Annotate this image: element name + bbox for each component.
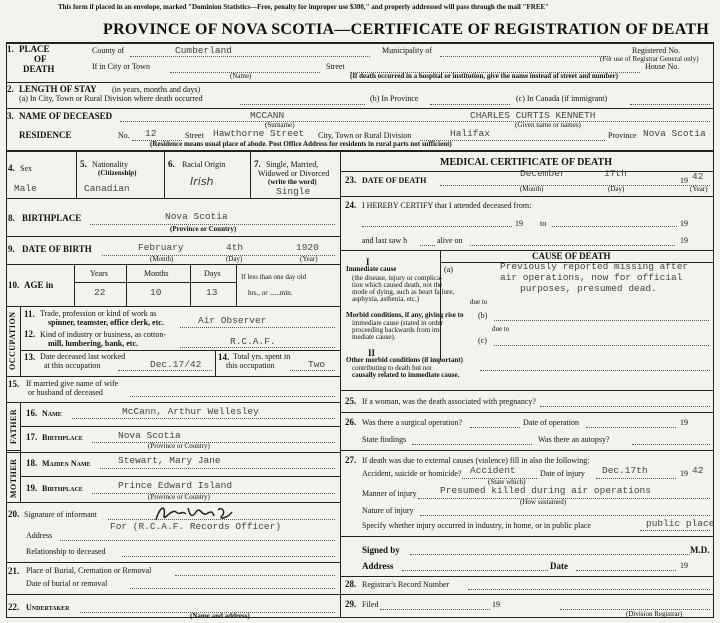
burial-label: Place of Burial, Cremation or Removal [26, 566, 152, 575]
field-number: 2. [7, 84, 14, 94]
caption: (Surname) [265, 121, 295, 129]
field-number: 22. [8, 602, 20, 612]
morbid-note: immediate cause (stated in order [352, 319, 443, 327]
row-rule [340, 576, 714, 577]
last-worked-label: Date deceased last worked [40, 352, 126, 361]
state-findings-line [412, 444, 532, 445]
last-worked-value: Dec.17/42 [150, 359, 202, 370]
father-birthplace-value: Nova Scotia [118, 430, 181, 441]
certify-label: I HEREBY CERTIFY that I attended deceased from: [362, 201, 532, 210]
birthplace-label: BIRTHPLACE [22, 213, 82, 223]
stay-a: (a) In City, Town or Rural Division where death occurred [19, 94, 203, 103]
registered-no-label: Registered No. [632, 46, 680, 55]
year-prefix: 19 [680, 219, 688, 228]
section-ii-label: II [368, 348, 376, 358]
section-i-label: I [366, 257, 370, 267]
cell-divider [250, 150, 251, 198]
last-saw-label: and last saw h [362, 236, 408, 245]
caption: (Month) [520, 185, 544, 193]
field-number: 15. [8, 379, 20, 389]
total-years-label: this occupation [226, 361, 275, 370]
row-rule [6, 452, 340, 453]
caption: (Year) [690, 185, 708, 193]
parents-split [6, 450, 20, 451]
caption: (Given name or names) [515, 121, 581, 129]
row-rule [340, 196, 714, 197]
specify-value: public place [646, 518, 715, 529]
house-label: House No. [645, 62, 680, 71]
cause-value: purposes, presumed dead. [520, 283, 657, 294]
signed-by-label: Signed by [362, 545, 400, 555]
surgery-label: Was there a surgical operation? [362, 418, 463, 427]
father-label: FATHER [9, 408, 18, 444]
dod-year: 42 [692, 171, 704, 182]
field-number: 29. [345, 599, 357, 609]
trade-line [180, 327, 335, 328]
months-value: 10 [150, 287, 162, 298]
row-rule [6, 376, 340, 377]
residence-street-label: Street [185, 131, 204, 140]
morbid-conditions-label: Morbid conditions, if any, giving rise to [346, 311, 464, 319]
field-number: 7. [254, 159, 261, 169]
cell-divider [236, 264, 237, 306]
accident-label: Accident, suicide or homicide? [362, 469, 462, 478]
row-rule [340, 536, 714, 537]
morbid-note: proceeding backwards from im- [352, 326, 442, 334]
row-rule [340, 450, 714, 451]
row-rule [6, 198, 340, 199]
racial-origin-value: Irish [190, 175, 214, 188]
nationality-value: Canadian [84, 183, 130, 194]
row-rule [20, 426, 340, 427]
dod-year-prefix: 19 [680, 176, 688, 185]
spouse-label: If married give name of wife [26, 379, 119, 388]
alive-on-line [470, 245, 675, 246]
dod-line [440, 185, 710, 186]
mother-label: MOTHER [9, 458, 18, 498]
other-conditions-note: causally related to immediate cause. [352, 371, 460, 379]
injury-year: 42 [692, 465, 704, 476]
informant-address-label: Address [26, 531, 53, 540]
residence-street-value: Hawthorne Street [213, 128, 305, 139]
marital-status-note: (write the word) [268, 178, 317, 186]
marital-status-label: Single, Married, [266, 160, 319, 169]
top-rule [6, 42, 714, 44]
county-line [130, 56, 370, 57]
years-label: Years [90, 269, 108, 278]
stay-b-line [430, 104, 510, 105]
last-worked-line [118, 370, 212, 371]
nature-label: Nature of injury [362, 506, 414, 515]
certificate-title: PROVINCE OF NOVA SCOTIA—CERTIFICATE OF REGISTRATION OF DEATH [103, 21, 710, 38]
attended-from-line [362, 226, 512, 227]
due-to-label: due to [492, 325, 510, 333]
external-causes-label: If death was due to external causes (violence) fill in also the following: [362, 456, 590, 465]
age-label: AGE in [24, 280, 54, 290]
father-birthplace-label: Birthplace [42, 433, 83, 442]
nationality-note: (Citizenship) [98, 169, 137, 177]
dob-month: February [138, 242, 184, 253]
operation-date-line [586, 427, 676, 428]
father-birthplace-line [92, 442, 335, 443]
row-rule [6, 82, 714, 83]
field-number: 5. [80, 159, 87, 169]
mother-birthplace-label: Birthplace [42, 484, 83, 493]
place-label: PLACE [19, 44, 50, 54]
informant-for-value: For (R.C.A.F. Records Officer) [110, 521, 282, 532]
cause-column-divider [440, 250, 441, 360]
row-rule [6, 594, 340, 595]
year-prefix: 19 [492, 600, 500, 609]
immediate-cause-note: (the disease, injury or complica- [352, 274, 443, 282]
morbid-note: mediate cause). [352, 333, 396, 341]
cell-divider [76, 150, 77, 198]
field-number: 17. [26, 432, 38, 442]
field-number: 21. [8, 566, 20, 576]
mother-birthplace-line [92, 493, 335, 494]
mother-name-label: Maiden Name [42, 459, 91, 468]
total-years-line [290, 370, 335, 371]
doctor-date-line [576, 570, 676, 571]
father-name-value: McCann, Arthur Wellesley [122, 406, 259, 417]
cell-rule [74, 282, 236, 283]
row-rule [340, 594, 714, 595]
residence-label: RESIDENCE [19, 130, 72, 140]
row-rule [6, 306, 340, 307]
burial-line [175, 575, 335, 576]
residence-province-label: Province [608, 131, 637, 140]
industry-label: mill, lumbering, bank, etc. [48, 339, 139, 348]
age-note: hrs., or ......min. [248, 289, 293, 297]
caption: (State which) [488, 478, 526, 486]
operation-date-label: Date of operation [523, 418, 579, 427]
field-number: 8. [8, 213, 15, 223]
field-number: 26. [345, 417, 357, 427]
dod-label: DATE OF DEATH [362, 176, 427, 185]
caption: (Name and address) [190, 612, 250, 620]
field-number: 11. [24, 309, 35, 319]
row-rule [340, 412, 714, 413]
row-rule [6, 402, 340, 403]
marital-status-label: Widowed or Divorced [258, 169, 330, 178]
autopsy-line [632, 444, 710, 445]
stay-note: (in years, months and days) [112, 85, 201, 94]
informant-label: Signature of informant [24, 510, 97, 519]
dod-month: December [520, 168, 566, 179]
dob-year: 1920 [296, 242, 319, 253]
marital-status-value: Single [276, 186, 311, 197]
pregnancy-label: If a woman, was the death associated with pregnancy? [362, 397, 536, 406]
field-number: 24. [345, 200, 357, 210]
field-number: 23. [345, 175, 357, 185]
manner-label: Manner of injury [362, 489, 417, 498]
other-conditions-note: contributing to death but not [352, 364, 432, 372]
doctor-address-line [402, 570, 548, 571]
field-number: 28. [345, 579, 357, 589]
mother-birthplace-value: Prince Edward Island [118, 480, 233, 491]
year-prefix: 19 [515, 219, 523, 228]
row-rule [340, 390, 714, 391]
hospital-note: (If death occurred in a hospital or institution, give the name instead of street and number) [350, 72, 618, 80]
registered-no-note: (For use of Registrar General only) [600, 55, 699, 63]
name-line [120, 121, 710, 122]
field-number: 18. [26, 458, 38, 468]
cause-c-label: (c) [478, 336, 487, 345]
row-rule [340, 250, 714, 251]
stay-c-line [630, 104, 710, 105]
row-rule [6, 264, 340, 265]
doctor-address-label: Address [362, 561, 394, 571]
caption: (Day) [608, 185, 625, 193]
cause-b-line [494, 320, 709, 321]
caption: (How sustained) [520, 498, 567, 506]
year-prefix: 19 [680, 418, 688, 427]
manner-value: Presumed killed during air operations [440, 485, 651, 496]
city-label: If in City or Town [92, 62, 150, 71]
burial-date-line [130, 588, 335, 589]
row-rule [6, 108, 714, 109]
due-to-label: due to [470, 298, 488, 306]
days-label: Days [204, 269, 221, 278]
residence-city-value: Halifax [450, 128, 490, 139]
cause-of-death-title: CAUSE OF DEATH [532, 251, 611, 261]
residence-no-value: 12 [145, 128, 157, 139]
field-number: 13. [24, 352, 36, 362]
other-conditions-line [480, 370, 710, 371]
municipality-label: Municipality of [382, 46, 432, 55]
caption: (Name) [230, 72, 252, 80]
field-number: 14. [218, 352, 230, 362]
attended-to-line [552, 226, 677, 227]
nature-line [420, 515, 710, 516]
field-number: 20. [8, 509, 20, 519]
injury-date-value: Dec.17th [602, 465, 648, 476]
father-name-line [72, 418, 335, 419]
years-value: 22 [94, 287, 106, 298]
injury-date-line [596, 478, 676, 479]
undertaker-label: Undertaker [26, 603, 70, 612]
dob-label: DATE OF BIRTH [22, 244, 92, 254]
cause-a-label: (a) [444, 265, 453, 274]
field-number: 25. [345, 396, 357, 406]
row-rule [6, 236, 340, 237]
row-rule [20, 350, 340, 351]
cause-value: air operations, now for official [500, 272, 683, 283]
mail-notice: This form if placed in an envelope, marked "Dominion Statistics—Free, penalty for improper use $300," and properly addressed will pass through the mail "FREE" [58, 3, 550, 11]
sex-value: Male [14, 183, 37, 194]
medical-certificate-title: MEDICAL CERTIFICATE OF DEATH [440, 157, 612, 168]
surgery-line [470, 427, 520, 428]
residence-province-value: Nova Scotia [643, 128, 706, 139]
mother-name-value: Stewart, Mary Jane [118, 455, 221, 466]
residence-city-label: City, Town or Rural Division [318, 131, 412, 140]
racial-origin-label: Racial Origin [182, 160, 226, 169]
place-label: OF [34, 54, 47, 64]
dod-day: 17th [604, 168, 627, 179]
registrar-record-line [468, 589, 710, 590]
column-divider [340, 150, 341, 618]
caption: (Division Registrar) [626, 610, 683, 618]
mother-name-line [100, 468, 335, 469]
field-number: 27. [345, 455, 357, 465]
stay-label: LENGTH OF STAY [19, 84, 97, 94]
deceased-label: NAME OF DECEASED [19, 111, 113, 121]
dob-day: 4th [226, 242, 244, 253]
caption: (Year) [300, 255, 318, 263]
field-number: 9. [8, 244, 15, 254]
last-worked-label: at this occupation [44, 361, 101, 370]
industry-value: R.C.A.F. [230, 336, 276, 347]
year-prefix: 19 [680, 561, 688, 570]
last-saw-line [420, 245, 435, 246]
cell-divider [190, 264, 191, 306]
relationship-line [122, 556, 335, 557]
row-rule [20, 476, 340, 477]
industry-label: Kind of industry or business, as cotton- [40, 330, 166, 339]
field-number: 3. [7, 111, 14, 121]
stay-b: (b) In Province [370, 94, 419, 103]
autopsy-label: Was there an autopsy? [538, 435, 610, 444]
md-label: M.D. [690, 545, 710, 555]
burial-date-label: Date of burial or removal [26, 579, 108, 588]
industry-line [180, 347, 335, 348]
trade-value: Air Observer [198, 315, 267, 326]
field-number: 4. [8, 163, 15, 173]
pregnancy-line [540, 406, 710, 407]
caption: (Province or Country) [170, 225, 237, 233]
nationality-label: Nationality [92, 160, 128, 169]
injury-date-label: Date of injury [540, 469, 585, 478]
county-label: County of [92, 46, 125, 55]
cell-divider [74, 264, 75, 306]
row-rule [6, 150, 714, 152]
other-conditions-label: Other morbid conditions (if important) [346, 356, 463, 364]
year-prefix: 19 [680, 236, 688, 245]
given-name-value: CHARLES CURTIS KENNETH [470, 110, 596, 121]
trade-label: Trade, profession or kind of work as [40, 309, 157, 318]
field-number: 19. [26, 483, 38, 493]
to-label: to [540, 219, 547, 228]
field-number: 1. [7, 44, 14, 54]
cell-divider [215, 350, 216, 376]
street-label: Street [326, 62, 345, 71]
place-label: DEATH [23, 64, 55, 74]
stay-a-line [240, 104, 365, 105]
age-note: If less than one day old [241, 273, 307, 281]
cause-b-label: (b) [478, 311, 488, 320]
informant-address-line [60, 540, 335, 541]
months-label: Months [144, 269, 169, 278]
relationship-label: Relationship to deceased [26, 547, 106, 556]
immediate-cause-label: Immediate cause [346, 265, 397, 273]
cell-divider [164, 150, 165, 198]
cell-divider [126, 264, 127, 306]
father-name-label: Name [42, 409, 62, 418]
registrar-record-label: Registrar's Record Number [362, 580, 450, 589]
trade-label: spinner, teamster, office clerk, etc. [48, 318, 164, 327]
sex-label: Sex [20, 164, 32, 173]
cause-value: Previously reported missing after [500, 261, 689, 272]
caption: (Day) [226, 255, 243, 263]
spouse-label: or husband of deceased [28, 388, 103, 397]
occupation-divider [20, 306, 21, 376]
immediate-cause-note: asphyxia, asthenia, etc.) [352, 295, 420, 303]
doctor-date-label: Date [550, 561, 568, 571]
spouse-line [130, 396, 335, 397]
specify-line [640, 530, 710, 531]
accident-value: Accident [470, 465, 516, 476]
signed-by-line [410, 554, 690, 555]
total-years-value: Two [308, 359, 326, 370]
occupation-label: OCCUPATION [8, 311, 17, 370]
filed-line [380, 609, 490, 610]
filed-label: Filed [362, 600, 379, 609]
county-value: Cumberland [175, 45, 233, 56]
field-number: 10. [8, 280, 20, 290]
specify-label: Specify whether injury occurred in industry, in home, or in public place [362, 521, 591, 530]
field-number: 16. [26, 408, 38, 418]
total-years-label: Total yrs. spent in [233, 352, 291, 361]
municipality-line [440, 56, 610, 57]
year-prefix: 19 [680, 469, 688, 478]
caption: (Province or Country) [148, 493, 210, 501]
immediate-cause-note: tion which caused death, not the [352, 281, 443, 289]
alive-on-label: alive on [437, 236, 463, 245]
days-value: 13 [206, 287, 218, 298]
caption: (Month) [150, 255, 174, 263]
immediate-cause-note: mode of dying, such as heart failure, [352, 288, 455, 296]
caption: (Province or Country) [148, 442, 210, 450]
birthplace-value: Nova Scotia [165, 211, 228, 222]
state-findings-label: State findings [362, 435, 407, 444]
field-number: 12. [24, 329, 36, 339]
row-rule [6, 562, 340, 563]
field-number: 6. [168, 159, 175, 169]
residence-no-label: No. [118, 131, 130, 140]
stay-c: (c) In Canada (if immigrant) [516, 94, 608, 103]
surname-value: MCCANN [250, 110, 285, 121]
residence-note: (Residence means usual place of abode. Post Office Address for residents in rural parts not sufficient) [150, 140, 452, 148]
cause-c-line [494, 345, 709, 346]
